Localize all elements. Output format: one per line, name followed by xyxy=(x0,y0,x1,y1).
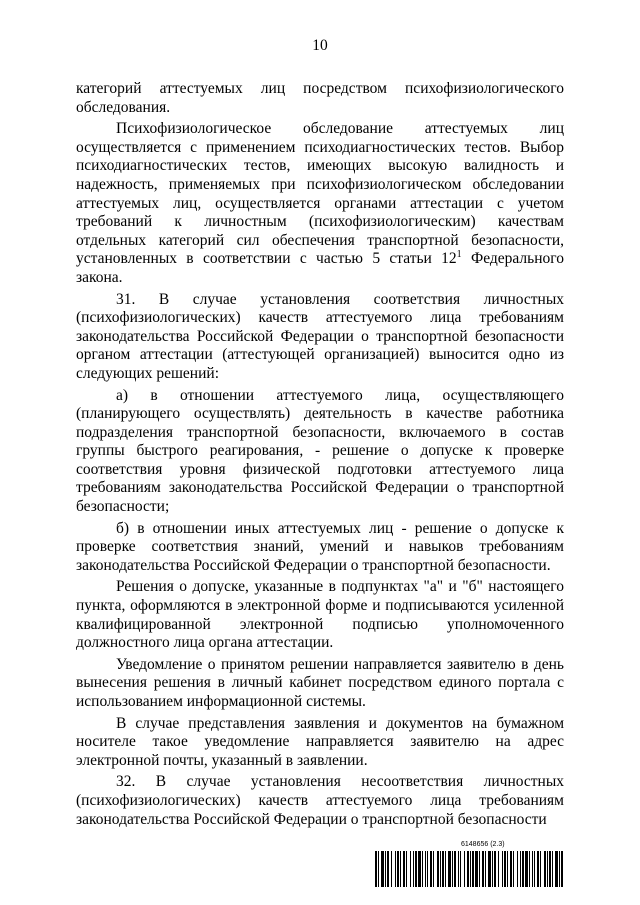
paragraph-admission-decisions: Решения о допуске, указанные в подпунктах "а" и "б" настоящего пункта, оформляются в электронной форме и подписываются усиленной квалифицированной электронной подписью уполномоченного должностного лица органа аттестации. xyxy=(76,578,564,652)
paragraph-psychophysiological-exam xyxy=(76,120,564,287)
barcode-block xyxy=(375,840,565,888)
paragraph-notification: Уведомление о принятом решении направляется заявителю в день вынесения решения в личный кабинет посредством единого портала с использованием информационной системы. xyxy=(76,655,564,710)
paragraph-subitem-b: б) в отношении иных аттестуемых лиц - решение о допуске к проверке соответствия знаний, умений и навыков требованиям законодательства Российской Федерации о транспортной безопасности. xyxy=(76,519,564,574)
paragraph-item-31: 31. В случае установления соответствия личностных (психофизиологических) качеств аттестуемого лица требованиям законодательства Российской Федерации о транспортной безопасности органом аттестации (аттестующей организацией) выносится одно из следующих решений: xyxy=(76,290,564,382)
barcode-code: 6148656 (2.3) xyxy=(461,841,505,848)
barcode-icon xyxy=(375,851,565,887)
document-body xyxy=(76,80,564,829)
superscript-marker: 1 xyxy=(456,249,462,261)
paragraph-paper-submission: В случае представления заявления и документов на бумажном носителе такое уведомление направляется заявителю на адрес электронной почты, указанный в заявлении. xyxy=(76,714,564,769)
paragraph-text: Психофизиологическое обследование аттестуемых лиц осуществляется с применением психодиагностических тестов. Выбор психодиагностических тестов, имеющих высокую валидность и надежность, применяемых при психофизиологическом обследовании аттестуемых лиц, осуществляется органами аттестации с учетом требований к личностным (психофизиологическим) качествам отдельных категорий сил обеспечения транспортной безопасности, установленных в соответствии с частью 5 статьи 12 xyxy=(76,120,564,268)
paragraph-text-tail: Федерального закона. xyxy=(76,250,564,286)
page-number: 10 xyxy=(312,37,328,54)
paragraph-subitem-a: а) в отношении аттестуемого лица, осуществляющего (планирующего осуществлять) деятельность в качестве работника подразделения транспортной безопасности, включаемого в состав группы быстрого реагирования, - решение о допуске к проверке соответствия уровня физической подготовки аттестуемого лица требованиям законодательства Российской Федерации о транспортной безопасности; xyxy=(76,386,564,516)
paragraph-continuation: категорий аттестуемых лиц посредством психофизиологического обследования. xyxy=(76,80,564,116)
paragraph-item-32: 32. В случае установления несоответствия личностных (психофизиологических) качеств аттестуемого лица требованиям законодательства Российской Федерации о транспортной безопасности xyxy=(76,773,564,828)
